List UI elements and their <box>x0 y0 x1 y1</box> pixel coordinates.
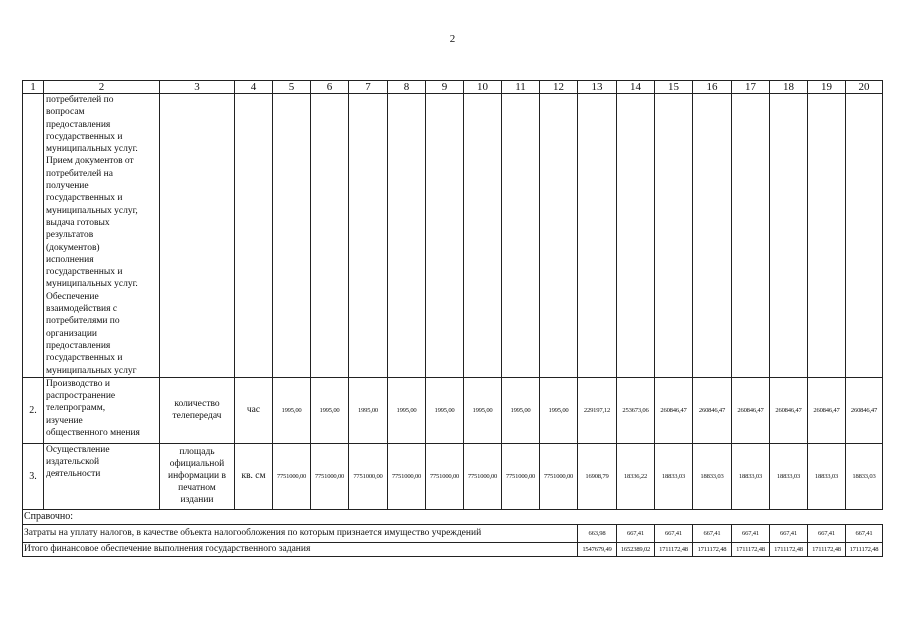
value-cell: 1711172,48 <box>732 542 770 556</box>
value-cell: 1995,00 <box>502 377 540 443</box>
indicator-name <box>160 443 235 509</box>
column-number: 14 <box>617 81 655 94</box>
table-cell <box>426 94 464 378</box>
column-number: 1 <box>23 81 44 94</box>
value-cell: 667,41 <box>655 524 693 542</box>
table-row <box>23 377 883 443</box>
table-cell <box>732 94 770 378</box>
value-cell: 1711172,48 <box>808 542 846 556</box>
value-cell: 18833,03 <box>655 443 693 509</box>
cell-line: изучение <box>46 415 83 426</box>
cell-line: Осуществление <box>46 444 110 455</box>
table-cell <box>846 94 883 378</box>
value-cell: 18833,03 <box>808 443 846 509</box>
value-cell: 1711172,48 <box>846 542 883 556</box>
column-number: 8 <box>388 81 426 94</box>
value-cell: 7751000,00 <box>349 443 388 509</box>
cell-line: издательской <box>46 457 100 468</box>
value-cell: 1995,00 <box>349 377 388 443</box>
value-cell: 667,41 <box>808 524 846 542</box>
column-number: 3 <box>160 81 235 94</box>
column-number: 16 <box>693 81 732 94</box>
value-cell: 7751000,00 <box>464 443 502 509</box>
table-cell <box>311 94 349 378</box>
table-cell <box>502 94 540 378</box>
cell-line: потребителей по <box>46 95 114 105</box>
table-cell <box>578 94 617 378</box>
cell-line: организации <box>46 328 98 339</box>
table-cell <box>235 94 273 378</box>
cell-line: Производство и <box>46 378 110 389</box>
value-cell: 1995,00 <box>311 377 349 443</box>
cell-line: телепрограмм, <box>46 403 106 414</box>
value-cell: 1995,00 <box>426 377 464 443</box>
unit-of-measure: час <box>235 377 273 443</box>
service-name <box>44 377 160 443</box>
cell-line: предоставления <box>46 340 111 351</box>
row-index: 3. <box>23 443 44 509</box>
service-description <box>44 94 160 378</box>
cell-line: выдача готовых <box>46 217 110 228</box>
value-cell: 1711172,48 <box>770 542 808 556</box>
value-cell: 1995,00 <box>273 377 311 443</box>
financial-table <box>22 80 883 557</box>
value-cell: 7751000,00 <box>426 443 464 509</box>
cell-line: общественного мнения <box>46 428 140 439</box>
cell-line: предоставления <box>46 119 111 130</box>
row-index-cell <box>23 94 44 378</box>
value-cell: 16908,79 <box>578 443 617 509</box>
column-number: 4 <box>235 81 273 94</box>
cell-line: информации в <box>168 471 226 482</box>
value-cell: 18833,03 <box>693 443 732 509</box>
column-number-row <box>23 81 883 94</box>
cell-line: муниципальных услуг. <box>46 144 138 155</box>
column-number: 12 <box>540 81 578 94</box>
value-cell: 18833,03 <box>732 443 770 509</box>
value-cell: 229197,12 <box>578 377 617 443</box>
value-cell: 1995,00 <box>388 377 426 443</box>
page-number: 2 <box>449 33 456 45</box>
cell-line: взаимодействия с <box>46 304 118 315</box>
cell-line: муниципальных услуг. <box>46 279 138 290</box>
value-cell: 1711172,48 <box>693 542 732 556</box>
column-number: 15 <box>655 81 693 94</box>
column-number: 20 <box>846 81 883 94</box>
table-cell <box>808 94 846 378</box>
unit-of-measure: кв. см <box>235 443 273 509</box>
cell-line: распространение <box>46 391 116 402</box>
cell-line: результатов <box>46 230 94 241</box>
value-cell: 7751000,00 <box>502 443 540 509</box>
cell-line: Прием документов от <box>46 156 134 167</box>
tax-row <box>23 524 883 542</box>
value-cell: 667,41 <box>846 524 883 542</box>
table-cell <box>655 94 693 378</box>
cell-line: потребителей на <box>46 168 113 179</box>
column-number: 5 <box>273 81 311 94</box>
cell-line: телепередач <box>172 411 222 422</box>
value-cell: 7751000,00 <box>540 443 578 509</box>
cell-line: официальной <box>169 459 225 470</box>
cell-line: количество <box>174 399 220 410</box>
cell-line: (документов) <box>46 242 100 253</box>
service-name <box>44 443 160 509</box>
row-index: 2. <box>23 377 44 443</box>
column-number: 10 <box>464 81 502 94</box>
cell-line: государственных и <box>46 267 123 278</box>
cell-line: муниципальных услуг, <box>46 205 138 216</box>
table-cell <box>388 94 426 378</box>
value-cell: 253673,06 <box>617 377 655 443</box>
column-number: 11 <box>502 81 540 94</box>
value-cell: 1995,00 <box>464 377 502 443</box>
value-cell: 260846,47 <box>770 377 808 443</box>
value-cell: 18833,03 <box>770 443 808 509</box>
table-row <box>23 94 883 378</box>
table-cell <box>160 94 235 378</box>
value-cell: 260846,47 <box>655 377 693 443</box>
cell-line: исполнения <box>46 254 94 265</box>
value-cell: 1995,00 <box>540 377 578 443</box>
cell-line: печатном <box>178 483 216 494</box>
value-cell: 18336,22 <box>617 443 655 509</box>
reference-label-row <box>23 509 883 524</box>
value-cell: 260846,47 <box>808 377 846 443</box>
column-number: 13 <box>578 81 617 94</box>
cell-line: муниципальных услуг <box>46 365 137 376</box>
value-cell: 260846,47 <box>693 377 732 443</box>
value-cell: 667,41 <box>693 524 732 542</box>
cell-line: государственных и <box>46 131 123 142</box>
table-cell <box>540 94 578 378</box>
table-row <box>23 443 883 509</box>
indicator-name <box>160 377 235 443</box>
value-cell: 7751000,00 <box>273 443 311 509</box>
reference-label: Справочно: <box>24 511 74 523</box>
table-cell <box>693 94 732 378</box>
value-cell: 18833,03 <box>846 443 883 509</box>
cell-line: деятельности <box>46 469 101 480</box>
table-cell <box>349 94 388 378</box>
cell-line: государственных и <box>46 193 123 204</box>
value-cell: 260846,47 <box>732 377 770 443</box>
value-cell: 7751000,00 <box>311 443 349 509</box>
tax-label: Затраты на уплату налогов, в качестве объекта налогообложения по которым признается имущество учреждений <box>23 524 578 542</box>
value-cell: 667,41 <box>617 524 655 542</box>
cell-line: издании <box>180 495 214 506</box>
column-number: 19 <box>808 81 846 94</box>
column-number: 9 <box>426 81 464 94</box>
cell-line: Обеспечение <box>46 291 99 302</box>
value-cell: 7751000,00 <box>388 443 426 509</box>
table-cell <box>273 94 311 378</box>
value-cell: 667,41 <box>770 524 808 542</box>
total-row <box>23 542 883 556</box>
column-number: 2 <box>44 81 160 94</box>
table-cell <box>464 94 502 378</box>
cell-line: площадь <box>179 447 215 458</box>
column-number: 6 <box>311 81 349 94</box>
total-label: Итого финансовое обеспечение выполнения государственного задания <box>23 542 578 556</box>
column-number: 7 <box>349 81 388 94</box>
value-cell: 260846,47 <box>846 377 883 443</box>
cell-line: потребителями по <box>46 316 120 327</box>
cell-line: государственных и <box>46 353 123 364</box>
cell-line: получение <box>46 181 89 192</box>
cell-line: вопросам <box>46 107 85 118</box>
value-cell: 667,41 <box>732 524 770 542</box>
column-number: 17 <box>732 81 770 94</box>
value-cell: 1547679,49 <box>578 542 617 556</box>
value-cell: 1711172,48 <box>655 542 693 556</box>
value-cell: 663,98 <box>578 524 617 542</box>
column-number: 18 <box>770 81 808 94</box>
value-cell: 1652389,02 <box>617 542 655 556</box>
table-cell <box>770 94 808 378</box>
table-cell <box>617 94 655 378</box>
